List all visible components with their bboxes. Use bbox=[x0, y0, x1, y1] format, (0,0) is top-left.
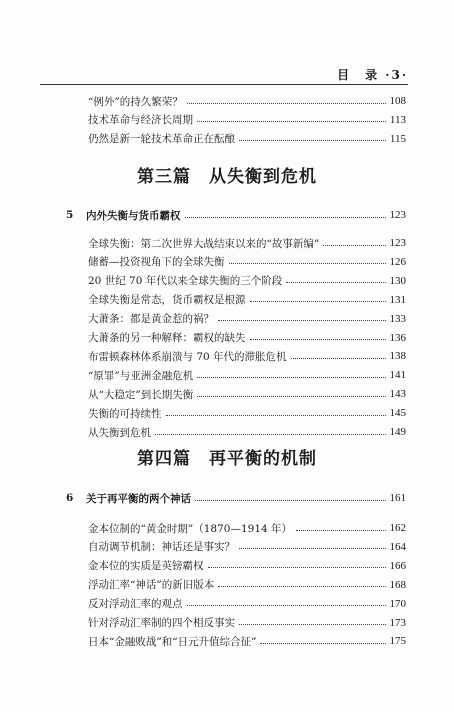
toc-entry bbox=[88, 595, 406, 613]
entry-title: 日本“金融败战”和“日元升值综合征” bbox=[88, 635, 257, 648]
entry-title: 从失衡到危机 bbox=[88, 426, 151, 439]
dot-leader bbox=[239, 624, 386, 625]
toc-entry bbox=[88, 347, 406, 365]
toc-entry bbox=[88, 92, 406, 110]
page-number: 161 bbox=[389, 492, 406, 504]
entry-title: 浮动汇率“神话”的新旧版本 bbox=[88, 579, 215, 592]
dot-leader bbox=[185, 217, 386, 218]
chapter-number: 6 bbox=[66, 492, 74, 504]
dot-leader bbox=[239, 548, 386, 549]
dot-leader bbox=[296, 530, 385, 531]
toc-entry bbox=[88, 329, 406, 347]
dot-leader bbox=[187, 103, 386, 104]
page-number: 131 bbox=[389, 293, 406, 306]
toc-entry bbox=[88, 310, 406, 328]
page-number: 113 bbox=[389, 113, 406, 126]
page-number: 170 bbox=[389, 597, 406, 610]
toc-entry bbox=[88, 385, 406, 403]
entry-title: “例外”的持久繁荣？ bbox=[88, 95, 183, 108]
page-number: 115 bbox=[389, 132, 406, 145]
dot-leader bbox=[218, 320, 386, 321]
dot-leader bbox=[229, 263, 386, 264]
entry-title: 从“大稳定”到长期失衡 bbox=[88, 388, 194, 401]
page-number: 126 bbox=[389, 255, 406, 268]
toc-entry bbox=[88, 253, 406, 271]
dot-leader bbox=[250, 339, 386, 340]
entry-title: 针对浮动汇率制的四个相反事实 bbox=[88, 617, 235, 629]
toc-entry bbox=[88, 423, 406, 441]
entry-title: 大萧条的另一种解释：霸权的缺失 bbox=[88, 332, 246, 344]
dot-leader bbox=[197, 121, 386, 122]
entry-title: 布雷顿森林体系崩溃与 70 年代的滞胀危机 bbox=[88, 350, 287, 363]
dot-leader bbox=[291, 358, 386, 359]
page-number: 130 bbox=[389, 274, 406, 287]
chapter-heading bbox=[66, 206, 406, 224]
toc-entry bbox=[88, 272, 406, 290]
dot-leader bbox=[197, 396, 385, 397]
entry-title: 全球失衡是常态，货币霸权是根源 bbox=[88, 294, 246, 307]
toc-entry bbox=[88, 538, 406, 556]
page-number: 108 bbox=[389, 95, 406, 107]
page-number: 162 bbox=[389, 522, 406, 534]
entry-title: 金本位的实质是英镑霸权 bbox=[88, 560, 204, 573]
dot-leader bbox=[250, 301, 386, 302]
header-rule bbox=[40, 84, 408, 85]
entry-title: 全球失衡：第二次世界大战结束以来的“故事新编” bbox=[88, 237, 320, 250]
entry-title: 仍然是新一轮技术革命正在酝酿 bbox=[88, 133, 235, 146]
page-number: 123 bbox=[389, 209, 406, 221]
dot-leader bbox=[166, 415, 386, 416]
dot-leader bbox=[195, 500, 386, 501]
toc-entry bbox=[88, 234, 406, 252]
part-title: 第三篇 从失衡到危机 bbox=[137, 167, 317, 187]
toc-entry bbox=[88, 366, 406, 384]
entry-title: “原罪”与亚洲金融危机 bbox=[88, 369, 194, 382]
part-title: 第四篇 再平衡的机制 bbox=[137, 449, 317, 469]
toc-entry bbox=[88, 291, 406, 309]
entry-title: 技术革命与经济长周期 bbox=[88, 114, 193, 127]
entry-title: 储蓄—投资视角下的全球失衡 bbox=[88, 256, 225, 269]
dot-leader bbox=[187, 605, 386, 606]
toc-entry bbox=[88, 111, 406, 129]
dot-leader bbox=[260, 643, 385, 644]
dot-leader bbox=[323, 245, 385, 246]
toc-entry bbox=[88, 557, 406, 575]
toc-entry bbox=[88, 614, 406, 632]
page-number: 136 bbox=[389, 331, 406, 344]
page-number: 133 bbox=[389, 312, 406, 325]
dot-leader bbox=[155, 434, 386, 435]
page-number: 175 bbox=[389, 635, 406, 648]
toc-entry bbox=[88, 519, 406, 537]
chapter-title: 关于再平衡的两个神话 bbox=[86, 492, 191, 505]
page-number: 166 bbox=[389, 559, 406, 572]
entry-title: 金本位制的“黄金时期”（1870—1914 年） bbox=[88, 522, 293, 535]
page-number: 141 bbox=[389, 369, 406, 382]
page-number: 149 bbox=[389, 426, 406, 438]
entry-title: 反对浮动汇率的观点 bbox=[88, 598, 183, 611]
dot-leader bbox=[197, 377, 385, 378]
page-number: 173 bbox=[389, 616, 406, 629]
page-number: 123 bbox=[389, 237, 406, 249]
entry-title: 自动调节机制：神话还是事实？ bbox=[88, 541, 235, 554]
running-header bbox=[40, 64, 408, 84]
toc-entry bbox=[88, 130, 406, 148]
chapter-heading bbox=[66, 489, 406, 507]
entry-title: 失衡的可持续性 bbox=[88, 407, 162, 420]
entry-title: 20 世纪 70 年代以来全球失衡的三个阶段 bbox=[88, 275, 283, 288]
dot-leader bbox=[239, 140, 386, 141]
dot-leader bbox=[218, 586, 385, 587]
toc-entry bbox=[88, 576, 406, 594]
page-number: 164 bbox=[389, 540, 406, 553]
header-text: 目 录 ·3· bbox=[337, 68, 408, 82]
page-number: 138 bbox=[389, 350, 406, 363]
page-number: 145 bbox=[389, 407, 406, 420]
chapter-title: 内外失衡与货币霸权 bbox=[86, 209, 181, 222]
page-number: 168 bbox=[389, 578, 406, 591]
entry-title: 大萧条：都是黄金惹的祸？ bbox=[88, 313, 214, 326]
page-number: 143 bbox=[389, 388, 406, 401]
chapter-number: 5 bbox=[66, 209, 74, 221]
toc-entry bbox=[88, 404, 406, 422]
toc-entry bbox=[88, 632, 406, 650]
dot-leader bbox=[286, 282, 385, 283]
dot-leader bbox=[208, 567, 386, 568]
